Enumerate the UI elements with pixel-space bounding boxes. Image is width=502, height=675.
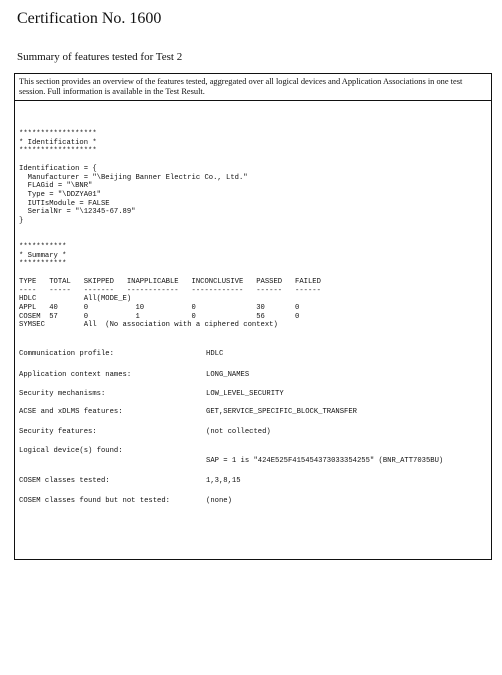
feature-value-application-context: LONG_NAMES bbox=[206, 371, 250, 379]
feature-label-communication-profile: Communication profile: bbox=[19, 350, 114, 358]
feature-label-logical-devices: Logical device(s) found: bbox=[19, 447, 123, 455]
feature-value-security-features: (not collected) bbox=[206, 428, 271, 436]
feature-label-security-mechanisms: Security mechanisms: bbox=[19, 390, 106, 398]
feature-value-logical-devices: SAP = 1 is "424E525F415454373033354255" (BNR_ATT7035BU) bbox=[206, 457, 444, 465]
identification-block: ****************** * Identification * ****************** Identification = { Manufacturer = "\Beijing Banner Electric Co., Ltd." FLAGid = "\BNR" Type = "\DDZYA01" IUTIsModule = FALSE SerialNr = "\12345-67.89" } bbox=[19, 130, 248, 226]
summary-box bbox=[14, 73, 492, 560]
feature-value-cosem-not-tested: (none) bbox=[206, 497, 232, 505]
feature-label-security-features: Security features: bbox=[19, 428, 97, 436]
intro-text: This section provides an overview of the features tested, aggregated over all logical devices and Application Associations in one test session. Full information is available in the Test Result. bbox=[15, 74, 491, 101]
feature-value-security-mechanisms: LOW_LEVEL_SECURITY bbox=[206, 390, 284, 398]
feature-value-cosem-tested: 1,3,8,15 bbox=[206, 477, 241, 485]
feature-value-communication-profile: HDLC bbox=[206, 350, 224, 358]
feature-label-cosem-not-tested: COSEM classes found but not tested: bbox=[19, 497, 170, 505]
page-subtitle: Summary of features tested for Test 2 bbox=[17, 51, 183, 63]
summary-table: *********** * Summary * *********** TYPE TOTAL SKIPPED INAPPLICABLE INCONCLUSIVE PASSED FAILED ---- ----- ------- ------------ ------------ ------ ------ HDLC All(MODE_E) APPL 40 0 10 0 30 0 COSEM 57 0 1 0 56 0 SYMSEC All (No association with a ciphered context) bbox=[19, 243, 321, 330]
page-title: Certification No. 1600 bbox=[17, 10, 162, 27]
feature-label-cosem-tested: COSEM classes tested: bbox=[19, 477, 110, 485]
feature-value-acse-xdlms: GET,SERVICE_SPECIFIC_BLOCK_TRANSFER bbox=[206, 408, 357, 416]
feature-label-application-context: Application context names: bbox=[19, 371, 132, 379]
feature-label-acse-xdlms: ACSE and xDLMS features: bbox=[19, 408, 123, 416]
